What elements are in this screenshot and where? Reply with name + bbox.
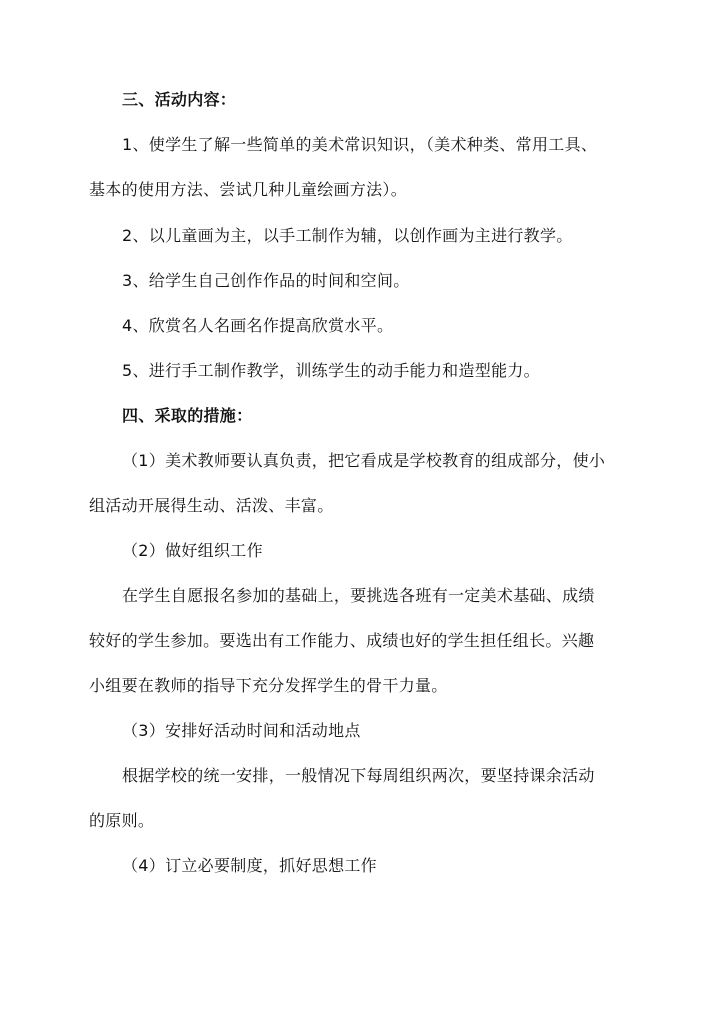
section-heading-measures: 四、采取的措施： [122,406,253,425]
activity-item-1-line-1: 1、使学生了解一些简单的美术常识知识，（美术种类、常用工具、 [122,135,598,154]
measure-4-title: （4）订立必要制度，抓好思想工作 [122,856,377,875]
activity-item-3: 3、给学生自己创作作品的时间和空间。 [122,271,410,290]
measure-2-title: （2）做好组织工作 [122,541,263,560]
measure-3-paragraph-line-2: 的原则。 [89,811,155,830]
activity-item-1-line-2: 基本的使用方法、尝试几种儿童绘画方法）。 [89,180,408,199]
measure-2-paragraph-line-3: 小组要在教师的指导下充分发挥学生的骨干力量。 [89,676,448,695]
measure-2-paragraph-line-2: 较好的学生参加。要选出有工作能力、成绩也好的学生担任组长。兴趣 [89,631,595,650]
measure-3-title: （3）安排好活动时间和活动地点 [122,721,361,740]
measure-1-line-2: 组活动开展得生动、活泼、丰富。 [89,496,334,515]
activity-item-5: 5、进行手工制作教学，训练学生的动手能力和造型能力。 [122,361,540,380]
activity-item-2: 2、以儿童画为主，以手工制作为辅，以创作画为主进行教学。 [122,226,573,245]
section-heading-activities: 三、活动内容： [122,90,237,109]
measure-1-line-1: （1）美术教师要认真负责，把它看成是学校教育的组成部分，使小 [122,451,606,470]
measure-3-paragraph-line-1: 根据学校的统一安排，一般情况下每周组织两次，要坚持课余活动 [122,766,595,785]
measure-2-paragraph-line-1: 在学生自愿报名参加的基础上，要挑选各班有一定美术基础、成绩 [122,586,595,605]
activity-item-4: 4、欣赏名人名画名作提高欣赏水平。 [122,316,394,335]
